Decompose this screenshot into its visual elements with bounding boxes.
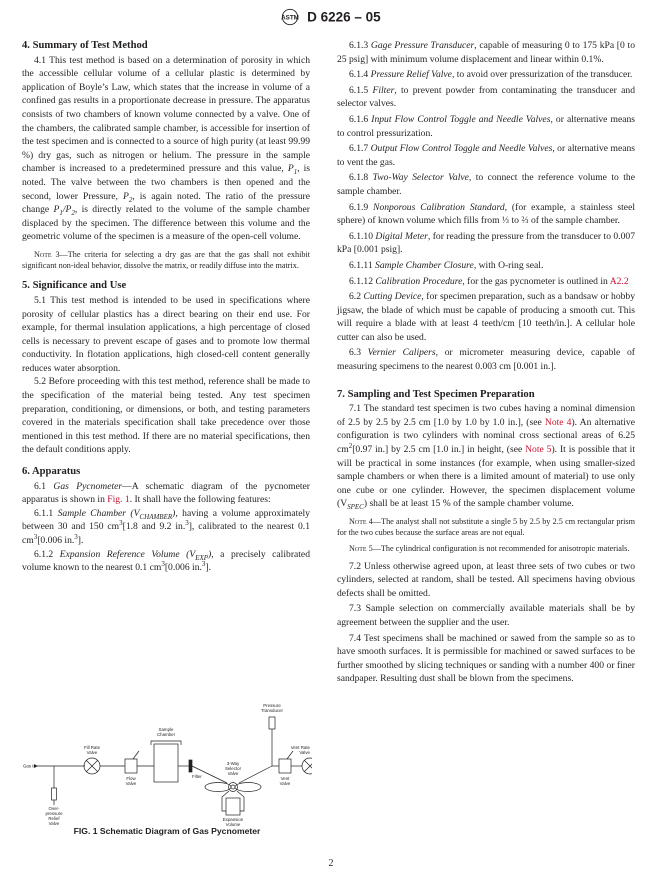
svg-text:Over-: Over- xyxy=(48,806,60,811)
a2-2-link[interactable]: A2.2 xyxy=(609,275,629,287)
svg-text:Flow: Flow xyxy=(126,776,136,781)
svg-text:Valve: Valve xyxy=(48,821,60,826)
svg-text:3-Way: 3-Way xyxy=(226,761,240,766)
svg-text:Sample: Sample xyxy=(158,727,174,732)
paragraph-6-1-11: 6.1.11 Sample Chamber Closure, with O-ring seal. xyxy=(349,259,544,271)
section-heading-5: 5. Significance and Use xyxy=(22,280,127,292)
svg-text:Valve: Valve xyxy=(299,750,310,755)
paragraph-6-3: 6.3 Vernier Calipers, or micrometer measuring device, capable of measuring specimens to the nearest 0.003 cm [0.001 in.]. xyxy=(337,347,635,373)
svg-text:Selector: Selector xyxy=(224,766,242,771)
fig-1-link[interactable]: Fig. 1 xyxy=(107,494,130,506)
note-5: Note 5—The cylindrical configuration is not recommended for anisotropic materials. xyxy=(349,544,630,554)
svg-text:Vent: Vent xyxy=(280,776,290,781)
diagram-labels xyxy=(23,703,311,827)
paragraph-6-1-12: 6.1.12 Calibration Procedure, for the gas pycnometer is outlined in A2.2 xyxy=(349,275,629,287)
paragraph-5-1: 5.1 This test method is intended to be used in specifications where porosity of cellular plastics has a direct bearing on their end use. For example, for thermal insulation applications, a high percentage of closed cells is necessary to prevent escape of gases and to promote low thermal conductivity. In flotation applications, high closed-cell content generally reduces water absorption. xyxy=(22,294,310,374)
svg-text:Volume: Volume xyxy=(225,822,241,827)
note-4: Note 4—The analyst shall not substitute a single 5 by 2.5 by 2.5 cm rectangular prism for the two cubes because the surface areas are not equal. xyxy=(337,517,635,538)
paragraph-6-1-9: 6.1.9 Nonporous Calibration Standard, (for example, a stainless steel sphere) of known volume which fills from ⅓ to ⅔ of the sample chamber. xyxy=(337,201,635,227)
svg-text:Valve: Valve xyxy=(279,781,291,786)
paragraph-6-1-6: 6.1.6 Input Flow Control Toggle and Needle Valves, or alternative means to control pressurization. xyxy=(337,113,636,139)
note-5-link[interactable]: Note 5 xyxy=(525,444,552,456)
paragraph-6-1-10: 6.1.10 Digital Meter, for reading the pressure from the transducer to 0.007 kPa [0.001 psig]. xyxy=(337,230,635,256)
section-heading-4: 4. Summary of Test Method xyxy=(22,40,148,51)
svg-text:Pressure: Pressure xyxy=(263,703,281,708)
astm-logo-icon xyxy=(281,8,299,26)
svg-text:pressure: pressure xyxy=(45,811,63,816)
page-number: 2 xyxy=(328,858,334,869)
paragraph-6-2: 6.2 Cutting Device, for specimen preparation, such as a bandsaw or hobby jigsaw, the blade of which must be capable of producing a smooth cut. This will require a blade with at least 4 teeth/cm [10 teeth/in.]. A cellular hole cutter can also be used. xyxy=(337,291,636,343)
paragraph-6-1-2: 6.1.2 Expansion Reference Volume $(V_{EXP})$, a precisely calibrated volume known to the nearest 0.1 $cm^3[0.006$ in.$^3$]. xyxy=(22,548,310,574)
svg-text:Valve: Valve xyxy=(125,781,137,786)
svg-text:Relief: Relief xyxy=(48,816,60,821)
paragraph-4-1: 4.1 This test method is based on a determination of porosity in which the accessible cellular volume of a cellular plastic is determined by application of Boyle’s Law, which states that the increase in volume of a confined gas results in a proportionate decrease in pressure. The apparatus consists of two chambers of known volume connected by a valve. One of the chambers, the calibrated sample chamber, is accessible for insertion of the test specimen and is connected to a source of high purity (at least 99.99 %) dry gas, such as nitrogen or helium. The pressure in the sample chamber is increased to a predetermined pressure and this value, $P_1$, is noted. The valve between the two chambers is then opened and the second, lower Pressure, $P_2$, is again noted. The ratio of the pressure change $P_1/P_2$, is directly related to the volume of the sample chamber displaced by the specimen. The difference between this volume and the geometric volume of the specimen is a measure of the open-cell volume. xyxy=(22,54,311,243)
document-designation: D 6226 – 05 xyxy=(307,9,381,25)
paragraph-6-1-4: 6.1.4 Pressure Relief Valve, to avoid over pressurization of the transducer. xyxy=(349,69,633,81)
paragraph-6-1-5: 6.1.5 Filter, to prevent powder from contaminating the transducer and selector valves. xyxy=(337,84,635,110)
paragraph-6-1-3: 6.1.3 Gage Pressure Transducer, capable of measuring 0 to 175 kPa [0 to 25 psig] with minimum volume displacement and linear within 0.1%. xyxy=(337,40,635,65)
section-heading-7: 7. Sampling and Test Specimen Preparation xyxy=(337,388,535,400)
svg-text:Valve: Valve xyxy=(86,750,98,755)
paragraph-6-1-1: 6.1.1 Sample Chamber $(V_{CHAMBER})$, having a volume approximately between 30 and 150 $cm^3[1.8$ and 9.2 in.$^3$], calibrated to the nearest 0.1 $cm^3[0.006$ in.$^3$]. xyxy=(22,507,310,546)
right-column xyxy=(337,39,635,686)
section-heading-6: 6. Apparatus xyxy=(22,466,81,478)
svg-text:Chamber: Chamber xyxy=(156,732,176,737)
svg-text:Valve: Valve xyxy=(227,771,239,776)
paragraph-7-2: 7.2 Unless otherwise agreed upon, at least three sets of two cubes or two cylinders, selected at random, shall be tested. All specimens having obvious defects shall be omitted. xyxy=(337,560,635,599)
pycnometer-diagram xyxy=(22,693,312,828)
note-3: Note 3—The criteria for selecting a dry gas are that the gas shall not exhibit significant non-ideal behavior, dissolve the matrix, or readily diffuse into the matrix. xyxy=(22,249,310,271)
paragraph-6-1-7: 6.1.7 Output Flow Control Toggle and Needle Valves, or alternative means to vent the gas. xyxy=(337,143,635,168)
svg-text:Transducer: Transducer xyxy=(260,708,284,713)
paragraph-7-4: 7.4 Test specimens shall be machined or sawed from the sample so as to have smooth surfaces. It is permissible for machined or sawed surfaces to be further smoothed by slicing techniques or sanding with a number 400 or finer sandpaper. Resulting dust shall be blown from the specimens. xyxy=(337,632,635,685)
svg-text:Fill Rate: Fill Rate xyxy=(83,745,101,750)
page-header xyxy=(0,8,662,26)
svg-text:Expansion: Expansion xyxy=(222,817,244,822)
paragraph-7-1: 7.1 The standard test specimen is two cubes having a nominal dimension of 2.5 by 2.5 by 2.5 cm [1.0 by 1.0 by 1.0 in.], (see Note 4). An alternative configuration is two cylinders with nominal cross sectional areas of 6.25 $cm^2[0.97$ in.] by 2.5 cm [1.0 in.] in height, (see Note 5). It is possible that it will be practical in some instances (for example, when using smaller-sized sample chambers or when there is a limited amount of material) to use only one cube or one cylinder. However, the specimen displacement volume $(V_{SPEC})$ shall be at least 15 % of the sample chamber volume. xyxy=(337,403,636,512)
paragraph-7-3: 7.3 Sample selection on commercially available materials shall be by agreement between the supplier and the user. xyxy=(337,603,635,628)
left-column xyxy=(22,39,310,575)
svg-text:ASTM: ASTM xyxy=(281,14,300,22)
note-4-link[interactable]: Note 4 xyxy=(544,416,572,428)
paragraph-6-1: 6.1 Gas Pycnometer—A schematic diagram of the pycnometer apparatus is shown in Fig. 1. It shall have the following features: xyxy=(22,480,311,506)
svg-text:Gas In: Gas In xyxy=(23,763,36,769)
svg-text:Filter: Filter xyxy=(192,774,202,779)
paragraph-6-1-8: 6.1.8 Two-Way Selector Valve, to connect the reference volume to the sample chamber. xyxy=(337,172,635,197)
figure-1-schematic xyxy=(22,693,312,828)
svg-text:Vent Rate: Vent Rate xyxy=(290,745,310,750)
paragraph-5-2: 5.2 Before proceeding with this test method, reference shall be made to the specification of the material being tested. Any test specimen preparation, conditioning, or dimensions, or both, and testing parameters covered in the materials specification shall take precedence over those mentioned in this test method. If there are no material specifications, then the default conditions apply. xyxy=(22,376,310,456)
figure-1-caption: FIG. 1 Schematic Diagram of Gas Pycnometer xyxy=(73,826,261,836)
